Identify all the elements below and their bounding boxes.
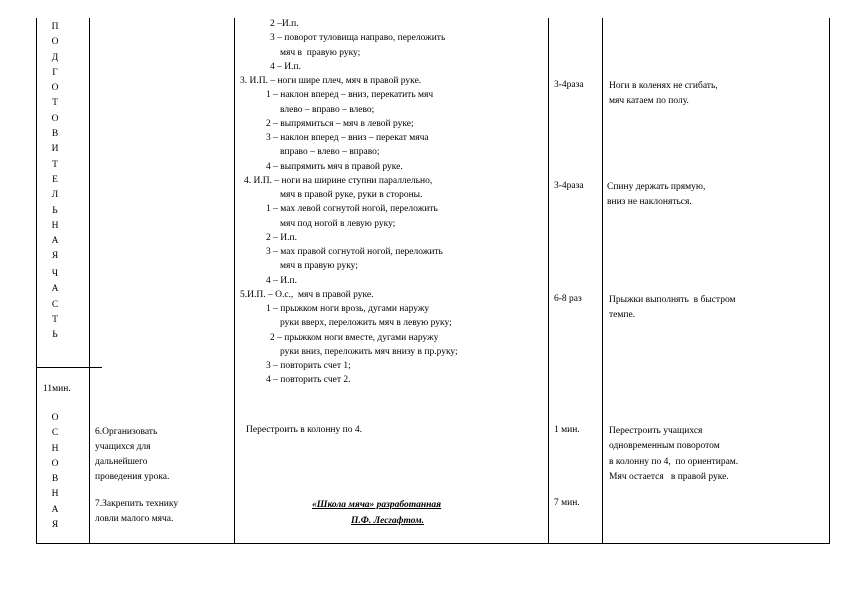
vertical-letter: Л [51,190,59,201]
exercise-line: мяч в правую руку; [280,47,361,58]
rebuild-instruction: Перестроить в колонну по 4. [246,425,362,435]
exercise-line: 1 – мах левой согнутой ногой, переложить [266,204,438,215]
exercise-line: 3 – мах правой согнутой ногой, переложить [266,247,443,257]
task-7 [95,497,178,527]
vertical-letter: А [51,504,59,515]
note-4 [609,424,738,485]
exercise-line: руки вниз, переложить мяч внизу в пр.руку; [280,346,458,357]
text-line: проведения урока. [95,472,170,482]
vertical-letter: О [51,113,59,124]
vertical-letter: Г [52,67,58,78]
vertical-letter: Н [51,489,59,500]
table-border-bottom [36,543,830,544]
text-line: Перестроить учащихся [609,426,703,436]
vertical-letter: С [51,299,59,310]
text-line: вниз не наклоняться. [607,197,692,207]
exercise-line: 1 – наклон вперед – вниз, перекатить мяч [266,90,434,101]
vertical-letter: В [51,474,59,485]
exercise-line: мяч в правой руке, руки в стороны. [280,190,423,200]
table-border-left [36,18,37,544]
vertical-letter: Ь [52,330,58,341]
vertical-letter: Т [52,314,58,325]
section-time: 11мин. [43,384,71,394]
exercise-line: 4 – И.п. [266,275,297,286]
text-line: Мяч остается в правой руке. [609,471,729,482]
vertical-letter: А [51,236,59,247]
text-line: Прыжки выполнять в быстром [609,295,736,305]
task-6 [95,425,169,485]
table-border-right [829,18,830,544]
exercise-line: 1 – прыжком ноги врозь, дугами наружу [266,304,430,314]
note-3 [609,293,736,323]
vertical-letter: Н [51,220,59,231]
exercise-line: 5.И.П. – О.с., мяч в правой руке. [240,289,374,300]
dosage-3: 6-8 раз [554,294,582,304]
vertical-letter: Н [51,443,59,454]
vertical-letter: И [51,144,59,155]
dosage-4: 1 мин. [554,425,580,435]
exercise-line: 3 – повторить счет 1; [266,361,351,371]
vertical-letter: О [51,37,59,48]
vertical-letter: О [51,413,59,423]
column-divider-1 [89,18,90,544]
exercise-line: 4 – повторить счет 2. [266,375,351,386]
section-divider [36,367,102,368]
vertical-letter: Я [51,251,59,262]
vertical-letter: О [51,83,59,94]
vertical-letter: В [51,129,59,140]
exercise-line: 3 – поворот туловища направо, переложить [270,33,446,44]
text-line: ловли малого мяча. [95,514,174,524]
exercise-line: 2 – прыжком ноги вместе, дугами наружу [270,332,439,343]
vertical-letter: П [51,22,59,32]
vertical-letter: Я [51,520,59,531]
exercise-line: 4 – выпрямить мяч в правой руке. [266,161,403,172]
vertical-letter: Ь [52,205,58,216]
vertical-letter: С [51,428,59,439]
school-reference-line1: «Школа мяча» разработанная [312,500,442,510]
text-line: одновременным поворотом [609,441,720,452]
exercise-line: вправо – влево – вправо; [280,147,380,158]
part2-vertical-label [50,411,60,533]
vertical-letter: Т [52,98,58,109]
vertical-letter: Д [51,52,59,63]
part1-vertical-label [50,20,60,265]
vertical-letter: А [51,284,59,295]
text-line: 6.Организовать [95,427,158,437]
dosage-1: 3-4раза [554,80,584,90]
text-line: в колонну по 4, по ориентирам. [609,456,739,467]
exercise-line: мяч под ногой в левую руку; [280,218,396,229]
exercise-line: 3 – наклон вперед – вниз – перекат мяча [266,133,429,143]
text-line: Ноги в коленях не сгибать, [609,81,718,91]
exercise-line: мяч в правую руку; [280,261,358,272]
school-reference-line2: П.Ф. Лесгафтом. [351,516,425,526]
exercise-line: 4. И.П. – ноги на ширине ступни параллельно, [244,175,433,186]
exercise-line: 2 –И.п. [270,19,299,29]
vertical-letter: Е [52,174,58,185]
column-divider-4 [602,18,603,544]
column-divider-3 [548,18,549,544]
exercise-line: 2 – И.п. [266,232,297,243]
exercise-line: 3. И.П. – ноги шире плеч, мяч в правой руке. [240,76,422,86]
dosage-5: 7 мин. [554,498,580,508]
exercise-line: руки вверх, переложить мяч в левую руку; [280,318,452,329]
note-1 [609,79,718,109]
exercise-line: 2 – выпрямиться – мяч в левой руке; [266,118,414,129]
part1-vertical-word2 [50,267,60,343]
column-divider-2 [234,18,235,544]
exercise-line: влево – вправо – влево; [280,104,375,115]
exercise-line: 4 – И.п. [270,61,301,72]
vertical-letter: О [51,458,59,469]
text-line: Спину держать прямую, [607,182,706,192]
text-line: дальнейшего [95,457,148,467]
vertical-letter: Т [52,159,58,170]
text-line: темпе. [609,310,636,320]
note-2 [607,180,705,210]
text-line: мяч катаем по полу. [609,96,689,106]
text-line: учащихся для [95,442,151,452]
dosage-2: 3-4раза [554,181,584,191]
text-line: 7.Закрепить технику [95,499,179,509]
vertical-letter: Ч [51,269,59,279]
